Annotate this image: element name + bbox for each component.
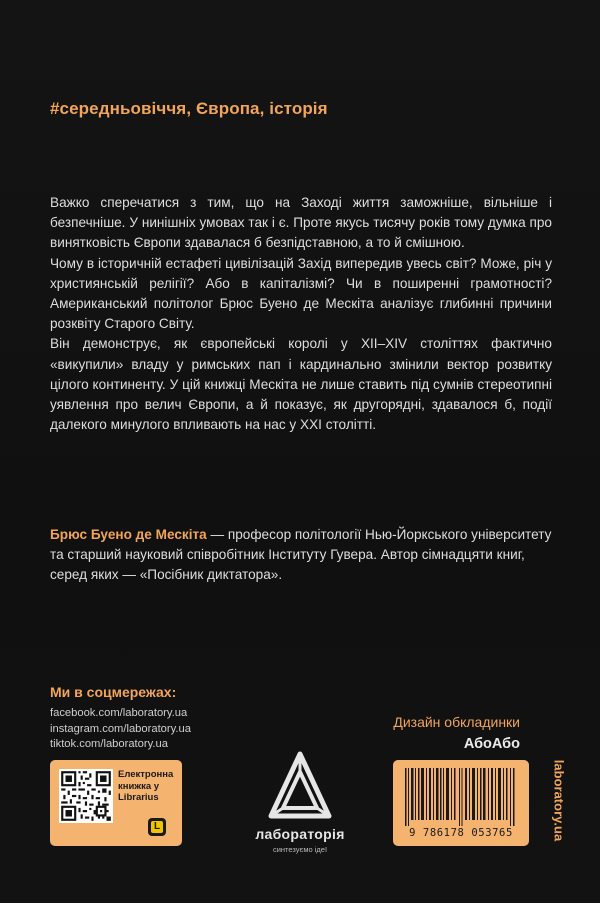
- description-paragraph: Чому в історичній естафеті цивілізацій Захід випередив увесь світ? Може, річ у християнській релігії? Або в капіталізмі? Чи в поширенні грамотності? Американський політолог Брюс Буено де Мескіта аналізує глибинні причини розквіту Старого Світу.: [50, 255, 552, 332]
- publisher-logo: [250, 750, 350, 870]
- author-bio: [50, 525, 560, 586]
- facebook-link[interactable]: facebook.com/laboratory.ua: [50, 707, 188, 719]
- book-description: [50, 193, 552, 435]
- social-links: [50, 684, 191, 753]
- isbn-number: 9 786178 053765: [409, 827, 513, 839]
- description-paragraph: Він демонструє, як європейські королі у XII–XIV століттях фактично «викупили» владу у римських пап і кардинально змінили вектор розвитку цілого континенту. У цій книжці Мескіта не лише ставить під сумнів стереотипні уявлення про велич Європи, а й показує, як другорядні, здавалося б, події далекого минулого впливають на нас у XXI столітті.: [50, 336, 552, 433]
- laboratory-triangle-icon: [267, 750, 333, 820]
- website-label[interactable]: laboratory.ua: [551, 759, 567, 842]
- author-name: Брюс Буено де Мескіта: [50, 527, 207, 542]
- qr-code-icon[interactable]: [59, 769, 113, 823]
- isbn-panel: [393, 760, 529, 846]
- tiktok-link[interactable]: tiktok.com/laboratory.ua: [50, 738, 168, 751]
- barcode-icon: [403, 768, 519, 826]
- website-vertical: [549, 760, 569, 846]
- author-bio-text: — професор політології Нью-Йоркського університету та старший науковий співробітник Інституту Гувера. Автор сімнадцяти книг, серед яких — «Посібник диктатора».: [50, 527, 552, 583]
- social-heading: Ми в соцмережах:: [50, 684, 177, 700]
- publisher-name: лабораторія: [255, 826, 345, 842]
- librarius-letter: L: [151, 821, 163, 833]
- ebook-panel: [50, 760, 182, 846]
- cover-design-credit: [393, 714, 520, 752]
- ebook-label: Електронна книжка у Librarius: [118, 769, 174, 803]
- designer-name: АбоАбо: [463, 736, 520, 752]
- design-label: Дизайн обкладинки: [393, 714, 520, 730]
- librarius-logo: [148, 818, 166, 836]
- genre-tags: #середньовіччя, Європа, історія: [50, 99, 328, 118]
- instagram-link[interactable]: instagram.com/laboratory.ua: [50, 722, 191, 735]
- description-paragraph: Важко сперечатися з тим, що на Заході життя заможніше, вільніше і безпечніше. У нинішніх умовах так і є. Проте якусь тисячу років тому думка про винятковість Європи здавалася б безпідставною, а то й смішною.: [50, 195, 552, 251]
- publisher-motto: синтезуємо ідеї: [272, 845, 328, 854]
